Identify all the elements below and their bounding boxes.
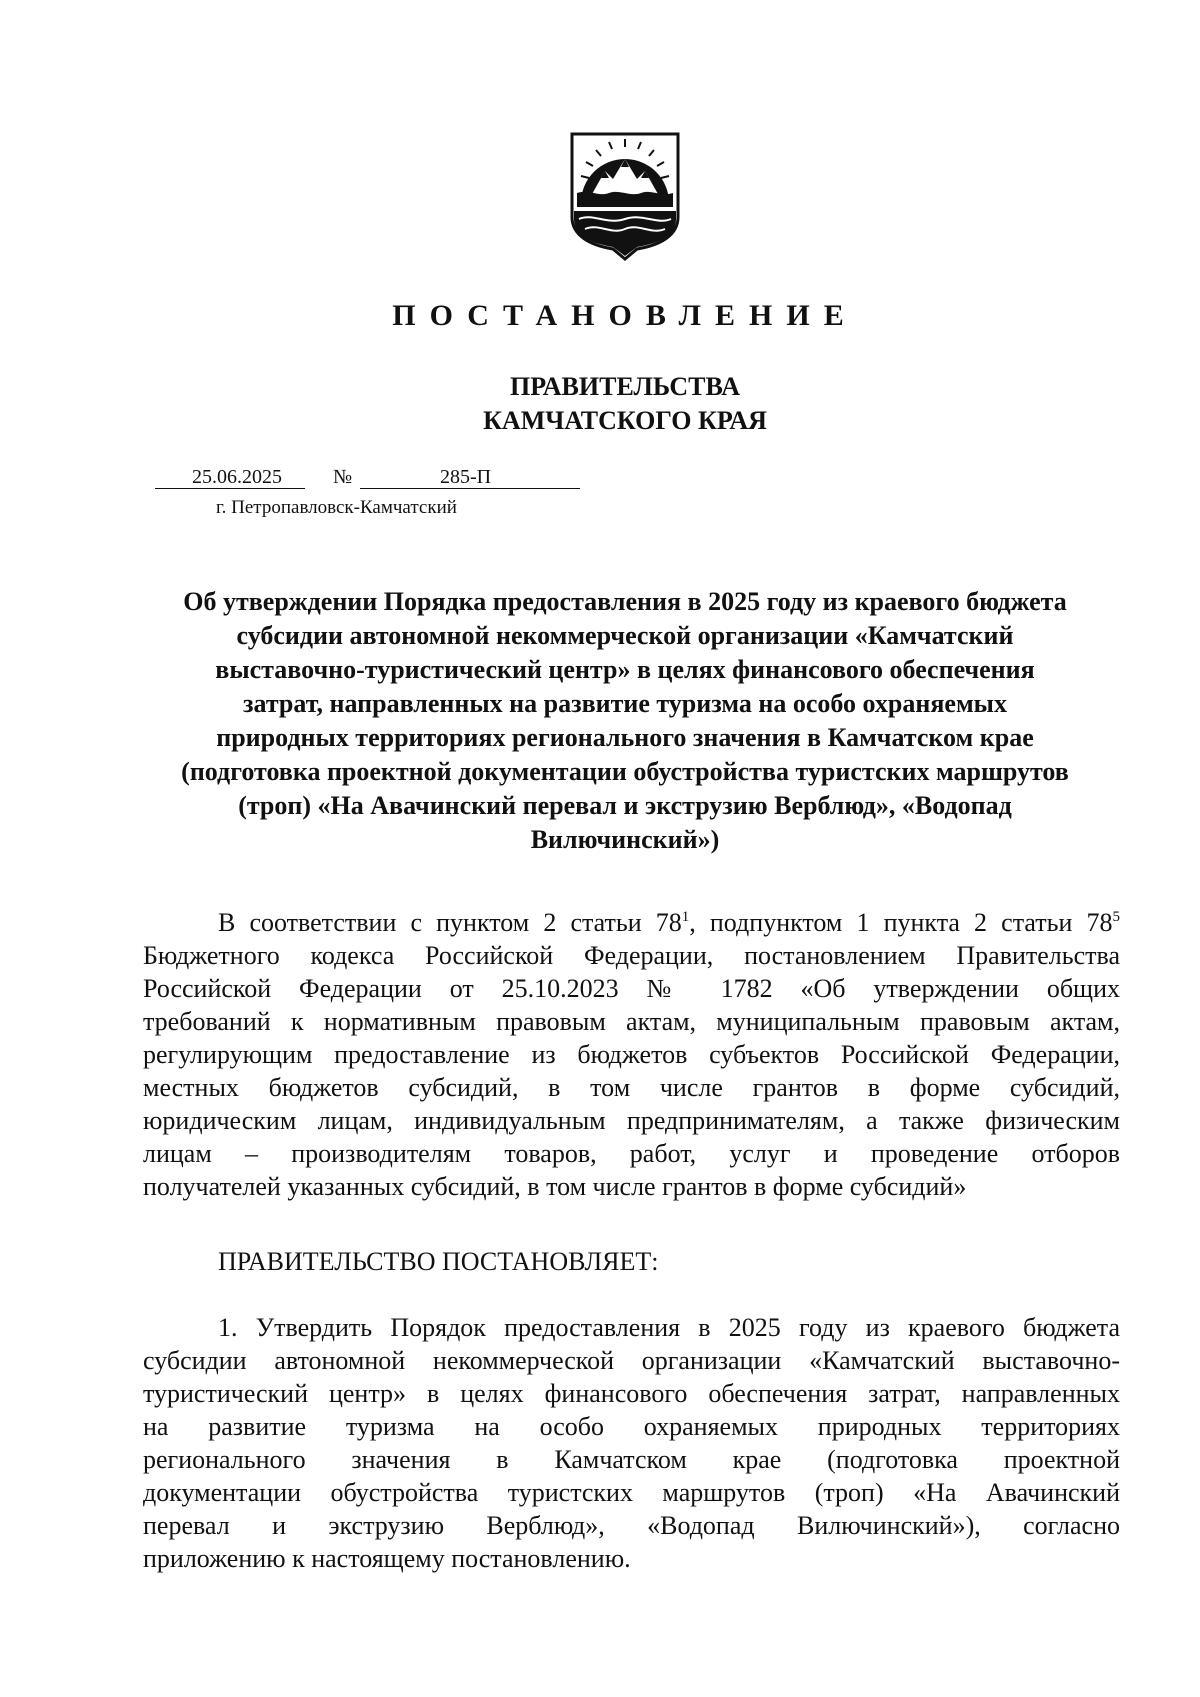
item-line: регионального значения в Камчатском крае (подготовка проектной (143, 1445, 1120, 1474)
document-subject (135, 585, 1115, 857)
preamble-line: Бюджетного кодекса Российской Федерации, постановлением Правительства (143, 941, 1120, 970)
item-line: приложению к настоящему постановлению. (143, 1544, 631, 1573)
date-number-line (155, 465, 580, 489)
article-superscript: 1 (681, 909, 690, 925)
item-line: перевал и экструзию Верблюд», «Водопад Вилючинский»), согласно (143, 1511, 1120, 1540)
document-number: 285-П (440, 466, 492, 488)
authority-line: ПРАВИТЕЛЬСТВА (510, 372, 740, 401)
article-superscript: 5 (1112, 909, 1120, 925)
item-line: субсидии автономной некоммерческой организации «Камчатский выставочно- (143, 1346, 1120, 1375)
authority-line: КАМЧАТСКОГО КРАЯ (483, 406, 767, 435)
preamble-line: Российской Федерации от 25.10.2023 № 1782 «Об утверждении общих (143, 974, 1120, 1003)
subject-line: (троп) «На Авачинский перевал и экструзию Верблюд», «Водопад (238, 791, 1012, 820)
preamble-line: местных бюджетов субсидий, в том числе грантов в форме субсидий, (143, 1073, 1120, 1102)
decree-phrase: ПРАВИТЕЛЬСТВО ПОСТАНОВЛЯЕТ: (218, 1247, 659, 1276)
item-line: на развитие туризма на особо охраняемых природных территориях (143, 1412, 1120, 1441)
number-sign: № (333, 466, 353, 488)
item-line: 1. Утвердить Порядок предоставления в 2025 году из краевого бюджета (218, 1313, 1120, 1342)
issuing-authority (0, 370, 1200, 438)
preamble-line: получателей указанных субсидий, в том числе грантов в форме субсидий» (143, 1172, 967, 1201)
subject-line: (подготовка проектной документации обустройства туристских маршрутов (181, 757, 1069, 786)
preamble-line: требований к нормативным правовым актам, муниципальным правовым актам, (143, 1007, 1120, 1036)
preamble-text: В соответствии с пунктом 2 статьи 78 (218, 908, 682, 937)
subject-line: Об утверждении Порядка предоставления в 2025 году из краевого бюджета (183, 587, 1067, 616)
preamble-text: , подпунктом 1 пункта 2 статьи 78 (689, 908, 1113, 937)
document-type-heading: ПОСТАНОВЛЕНИЕ (392, 299, 858, 332)
preamble-line: лицам – производителям товаров, работ, услуг и проведение отборов (143, 1139, 1120, 1168)
city-line: г. Петропавловск-Камчатский (216, 497, 457, 518)
subject-line: субсидии автономной некоммерческой организации «Камчатский (236, 621, 1014, 650)
coat-of-arms-emblem (569, 131, 681, 261)
preamble-line: юридическим лицам, индивидуальным предпринимателям, а также физическим (143, 1106, 1120, 1135)
subject-line: затрат, направленных на развитие туризма на особо охраняемых (243, 689, 1007, 718)
document-date: 25.06.2025 (192, 466, 282, 488)
item-line: туристический центр» в целях финансового обеспечения затрат, направленных (143, 1379, 1120, 1408)
subject-line: природных территориях регионального значения в Камчатском крае (216, 723, 1034, 752)
item-1-paragraph (143, 1311, 1120, 1575)
preamble-first-line (143, 906, 1120, 939)
subject-line: Вилючинский») (530, 825, 720, 854)
preamble-line: регулирующим предоставление из бюджетов субъектов Российской Федерации, (143, 1040, 1120, 1069)
item-line: документации обустройства туристских маршрутов (троп) «На Авачинский (143, 1478, 1120, 1507)
subject-line: выставочно-туристический центр» в целях финансового обеспечения (215, 655, 1035, 684)
preamble-paragraph (143, 906, 1120, 1203)
